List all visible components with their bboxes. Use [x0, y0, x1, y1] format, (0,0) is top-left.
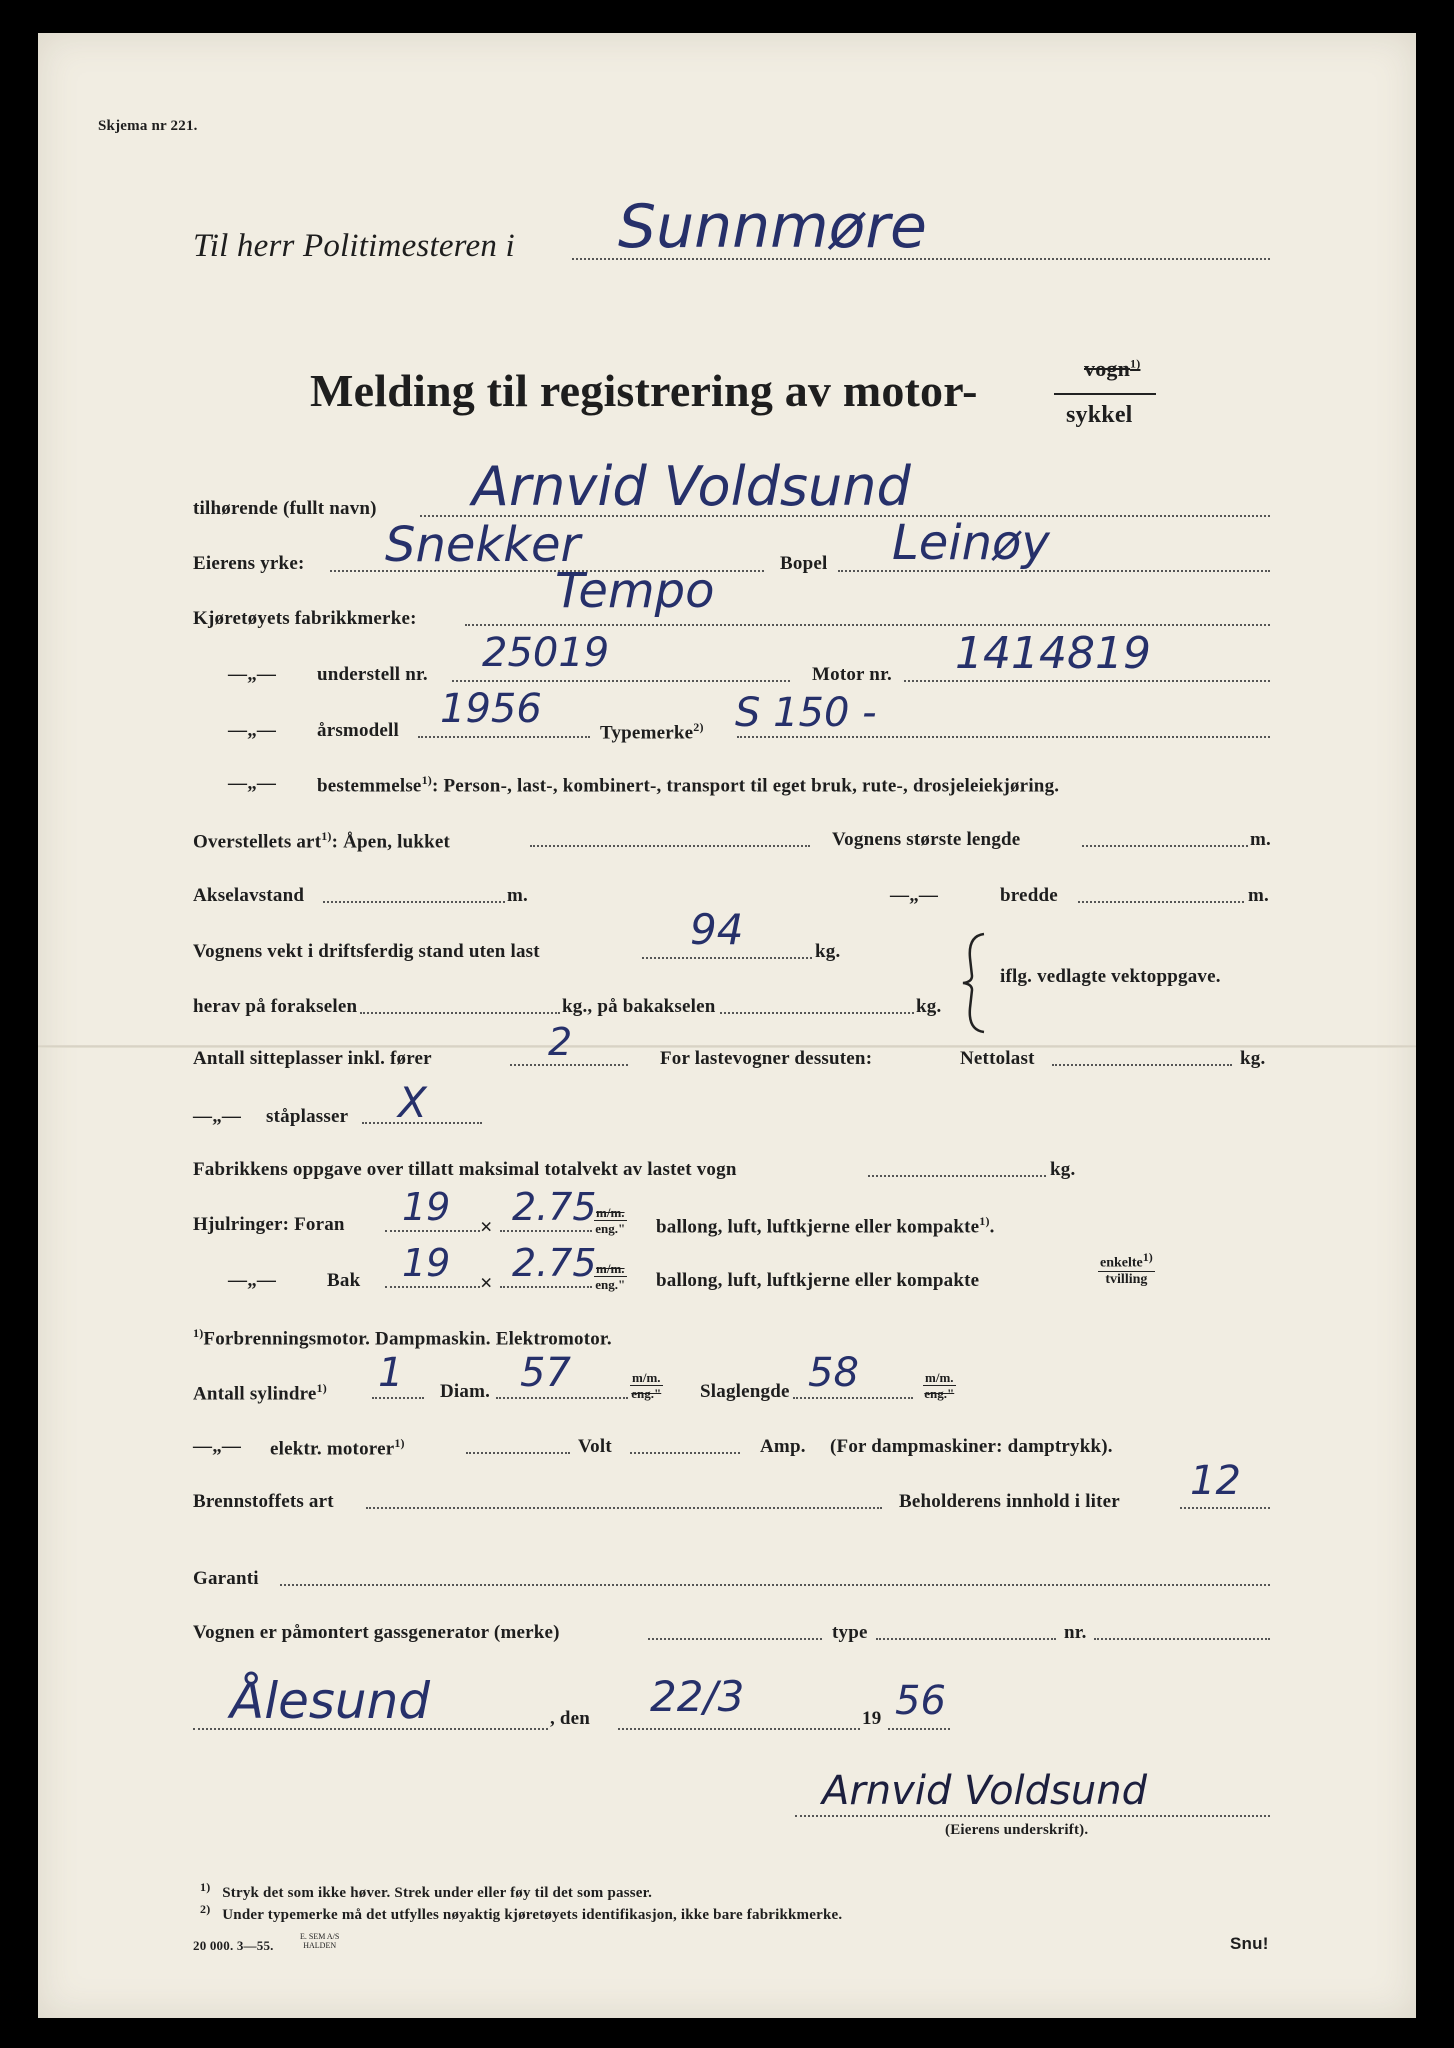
tank-label: Beholderens innhold i liter: [899, 1491, 1120, 1512]
gas-gen-nr-label: nr.: [1064, 1622, 1087, 1643]
max-length-line: [1082, 845, 1248, 847]
title-option-sykkel: sykkel: [1066, 402, 1133, 428]
net-load-line: [1052, 1064, 1232, 1066]
make-line: [465, 624, 1270, 626]
diam-line: [496, 1397, 628, 1399]
rear-axle-line: [720, 1012, 914, 1014]
tires-rear-x: ×: [480, 1270, 493, 1295]
tires-rear-a[interactable]: 19: [402, 1241, 451, 1285]
residence-value[interactable]: Leinøy: [892, 515, 1050, 571]
rear-axle-unit: kg.: [916, 996, 942, 1017]
ditto-mark: —„—: [193, 1106, 242, 1127]
diam-value[interactable]: 57: [520, 1350, 571, 1396]
ditto-mark: —„—: [228, 720, 277, 741]
electric-line: [466, 1452, 570, 1454]
addressee-label: Til herr Politimesteren i: [193, 228, 515, 264]
year-suffix[interactable]: 56: [895, 1678, 946, 1724]
guarantee-label: Garanti: [193, 1568, 259, 1589]
chassis-line: [452, 680, 790, 682]
year-line: [888, 1728, 950, 1730]
tires-front-x: ×: [480, 1214, 493, 1239]
seats-label: Antall sitteplasser inkl. fører: [193, 1048, 432, 1069]
weight-brace: [960, 932, 990, 1034]
motor-no-value[interactable]: 1414819: [955, 628, 1151, 679]
tires-front-label: Hjulringer: Foran: [193, 1214, 345, 1235]
weight-value[interactable]: 94: [690, 905, 744, 954]
width-label: bredde: [1000, 885, 1058, 906]
type-mark-label: Typemerke$^{2)}$: [600, 720, 704, 744]
gas-gen-label: Vognen er påmontert gassgenerator (merke): [193, 1622, 560, 1643]
ditto-mark: —„—: [228, 1270, 277, 1291]
place-value[interactable]: Ålesund: [230, 1672, 431, 1730]
signature-value[interactable]: Arnvid Voldsund: [822, 1768, 1147, 1814]
turn-over-note: Snu!: [1230, 1934, 1269, 1953]
tank-line: [1180, 1507, 1270, 1509]
engine-kind: $^{1)}$Forbrenningsmotor. Dampmaskin. Elektromotor.: [193, 1326, 612, 1350]
residence-label: Bopel: [780, 553, 828, 574]
electric-label: elektr. motorer$^{1)}$: [270, 1436, 405, 1460]
cargo-label: For lastevogner dessuten:: [660, 1048, 873, 1069]
tires-front-b[interactable]: 2.75: [512, 1185, 597, 1229]
printer-code: 20 000. 3—55.: [193, 1938, 274, 1953]
form-number: Skjema nr 221.: [98, 118, 198, 134]
tires-rear-option: enkelte$^{1)}$ tvilling: [1100, 1250, 1153, 1287]
model-year-label: årsmodell: [317, 720, 400, 741]
rear-axle-label: kg., på bakakselen: [562, 996, 716, 1017]
max-total-line: [868, 1175, 1046, 1177]
weight-unit: kg.: [815, 941, 841, 962]
motor-no-line: [904, 680, 1270, 682]
seats-line: [510, 1064, 628, 1066]
owner-label: tilhørende (fullt navn): [193, 498, 377, 519]
make-value[interactable]: Tempo: [555, 563, 715, 619]
fuel-line: [366, 1507, 882, 1509]
tires-rear-label: Bak: [327, 1270, 361, 1291]
weight-line: [642, 957, 812, 959]
footnote-1: $^{1)}$ Stryk det som ikke høver. Strek under eller føy til det som passer.: [200, 1880, 653, 1901]
body-type-line: [530, 845, 810, 847]
occupation-value[interactable]: Snekker: [385, 517, 581, 573]
weight-label: Vognens vekt i driftsferdig stand uten last: [193, 941, 540, 962]
ditto-mark: —„—: [228, 773, 277, 794]
wheelbase-label: Akselavstand: [193, 885, 305, 906]
max-length-label: Vognens største lengde: [832, 829, 1021, 850]
fuel-label: Brennstoffets art: [193, 1491, 334, 1512]
cylinders-value[interactable]: 1: [378, 1350, 404, 1396]
signature-caption: (Eierens underskrift).: [945, 1822, 1089, 1838]
stroke-value[interactable]: 58: [808, 1350, 859, 1396]
diam-label: Diam.: [440, 1381, 491, 1402]
footnote-2: $^{2)}$ Under typemerke må det utfylles nøyaktig kjøretøyets identifikasjon, ikke bare fabrikkmerke.: [200, 1902, 843, 1923]
tires-front-text: ballong, luft, luftkjerne eller kompakte$^{1)}$.: [656, 1214, 995, 1238]
body-type-label: Overstellets art$^{1)}$: Åpen, lukket: [193, 829, 451, 853]
front-axle-label: herav på forakselen: [193, 996, 358, 1017]
net-load-unit: kg.: [1240, 1048, 1266, 1069]
form-title: Melding til registrering av motor-: [310, 365, 978, 416]
weight-note: iflg. vedlagte vektoppgave.: [1000, 966, 1221, 987]
guarantee-line: [280, 1584, 1270, 1586]
stroke-line: [793, 1397, 913, 1399]
cylinders-line: [372, 1397, 424, 1399]
type-mark-value[interactable]: S 150 -: [735, 690, 877, 736]
cylinders-label: Antall sylindre$^{1)}$: [193, 1381, 327, 1405]
max-length-unit: m.: [1250, 829, 1271, 850]
tank-value[interactable]: 12: [1190, 1458, 1241, 1504]
seats-value[interactable]: 2: [548, 1020, 573, 1064]
width-line: [1078, 901, 1244, 903]
front-axle-line: [360, 1012, 560, 1014]
ditto-mark: —„—: [228, 664, 277, 685]
steam-label: (For dampmaskiner: damptrykk).: [830, 1436, 1113, 1457]
wheelbase-unit: m.: [507, 885, 528, 906]
stroke-label: Slaglengde: [700, 1381, 790, 1402]
make-label: Kjøretøyets fabrikkmerke:: [193, 608, 417, 629]
gas-gen-type-line: [876, 1638, 1056, 1640]
model-year-line: [418, 736, 590, 738]
wheelbase-line: [323, 901, 505, 903]
date-line: [618, 1728, 860, 1730]
tires-front-b-line: [500, 1230, 592, 1232]
printer-name: E. SEM A/S HALDEN: [300, 1932, 340, 1950]
purpose-line: bestemmelse$^{1)}$: Person-, last-, kombinert-, transport til eget bruk, rute-, drosjeleiekjøring.: [317, 773, 1060, 797]
title-option-vogn: vogn$^{1)}$: [1084, 356, 1141, 381]
standing-value[interactable]: X: [398, 1078, 427, 1127]
volt-label: Volt: [578, 1436, 612, 1457]
tires-rear-b[interactable]: 2.75: [512, 1241, 597, 1285]
gas-gen-nr-line: [1094, 1638, 1270, 1640]
tires-front-unit: m/m. eng.": [595, 1205, 626, 1236]
owner-value[interactable]: Arnvid Voldsund: [472, 455, 911, 518]
amp-label: Amp.: [760, 1436, 806, 1457]
ditto-mark: —„—: [890, 885, 939, 906]
tires-rear-a-line: [385, 1286, 480, 1288]
gas-gen-type-label: type: [832, 1622, 868, 1643]
title-fraction-bar: [1054, 393, 1156, 395]
standing-label: ståplasser: [266, 1106, 349, 1127]
stroke-unit: m/m. eng.": [924, 1370, 955, 1401]
ditto-mark: —„—: [193, 1436, 242, 1457]
chassis-value[interactable]: 25019: [482, 630, 610, 676]
chassis-label: understell nr.: [317, 664, 428, 685]
addressee-value[interactable]: Sunnmøre: [618, 192, 927, 262]
net-load-label: Nettolast: [960, 1048, 1035, 1069]
model-year-value[interactable]: 1956: [440, 686, 542, 732]
year-prefix: 19: [862, 1708, 882, 1729]
type-mark-line: [737, 736, 1270, 738]
tires-rear-b-line: [500, 1286, 592, 1288]
tires-rear-text: ballong, luft, luftkjerne eller kompakte: [656, 1270, 980, 1291]
gas-gen-line: [648, 1638, 822, 1640]
width-unit: m.: [1248, 885, 1269, 906]
tires-front-a-line: [385, 1230, 480, 1232]
signature-line: [795, 1815, 1270, 1817]
max-total-unit: kg.: [1050, 1159, 1076, 1180]
date-value[interactable]: 22/3: [650, 1672, 745, 1721]
diam-unit: m/m. eng.": [631, 1370, 662, 1401]
motor-no-label: Motor nr.: [812, 664, 892, 685]
tires-front-a[interactable]: 19: [402, 1185, 451, 1229]
volt-line: [630, 1452, 740, 1454]
date-den-label: , den: [550, 1708, 591, 1729]
occupation-label: Eierens yrke:: [193, 553, 305, 574]
max-total-label: Fabrikkens oppgave over tillatt maksimal totalvekt av lastet vogn: [193, 1159, 737, 1180]
tires-rear-unit: m/m. eng.": [595, 1261, 626, 1292]
